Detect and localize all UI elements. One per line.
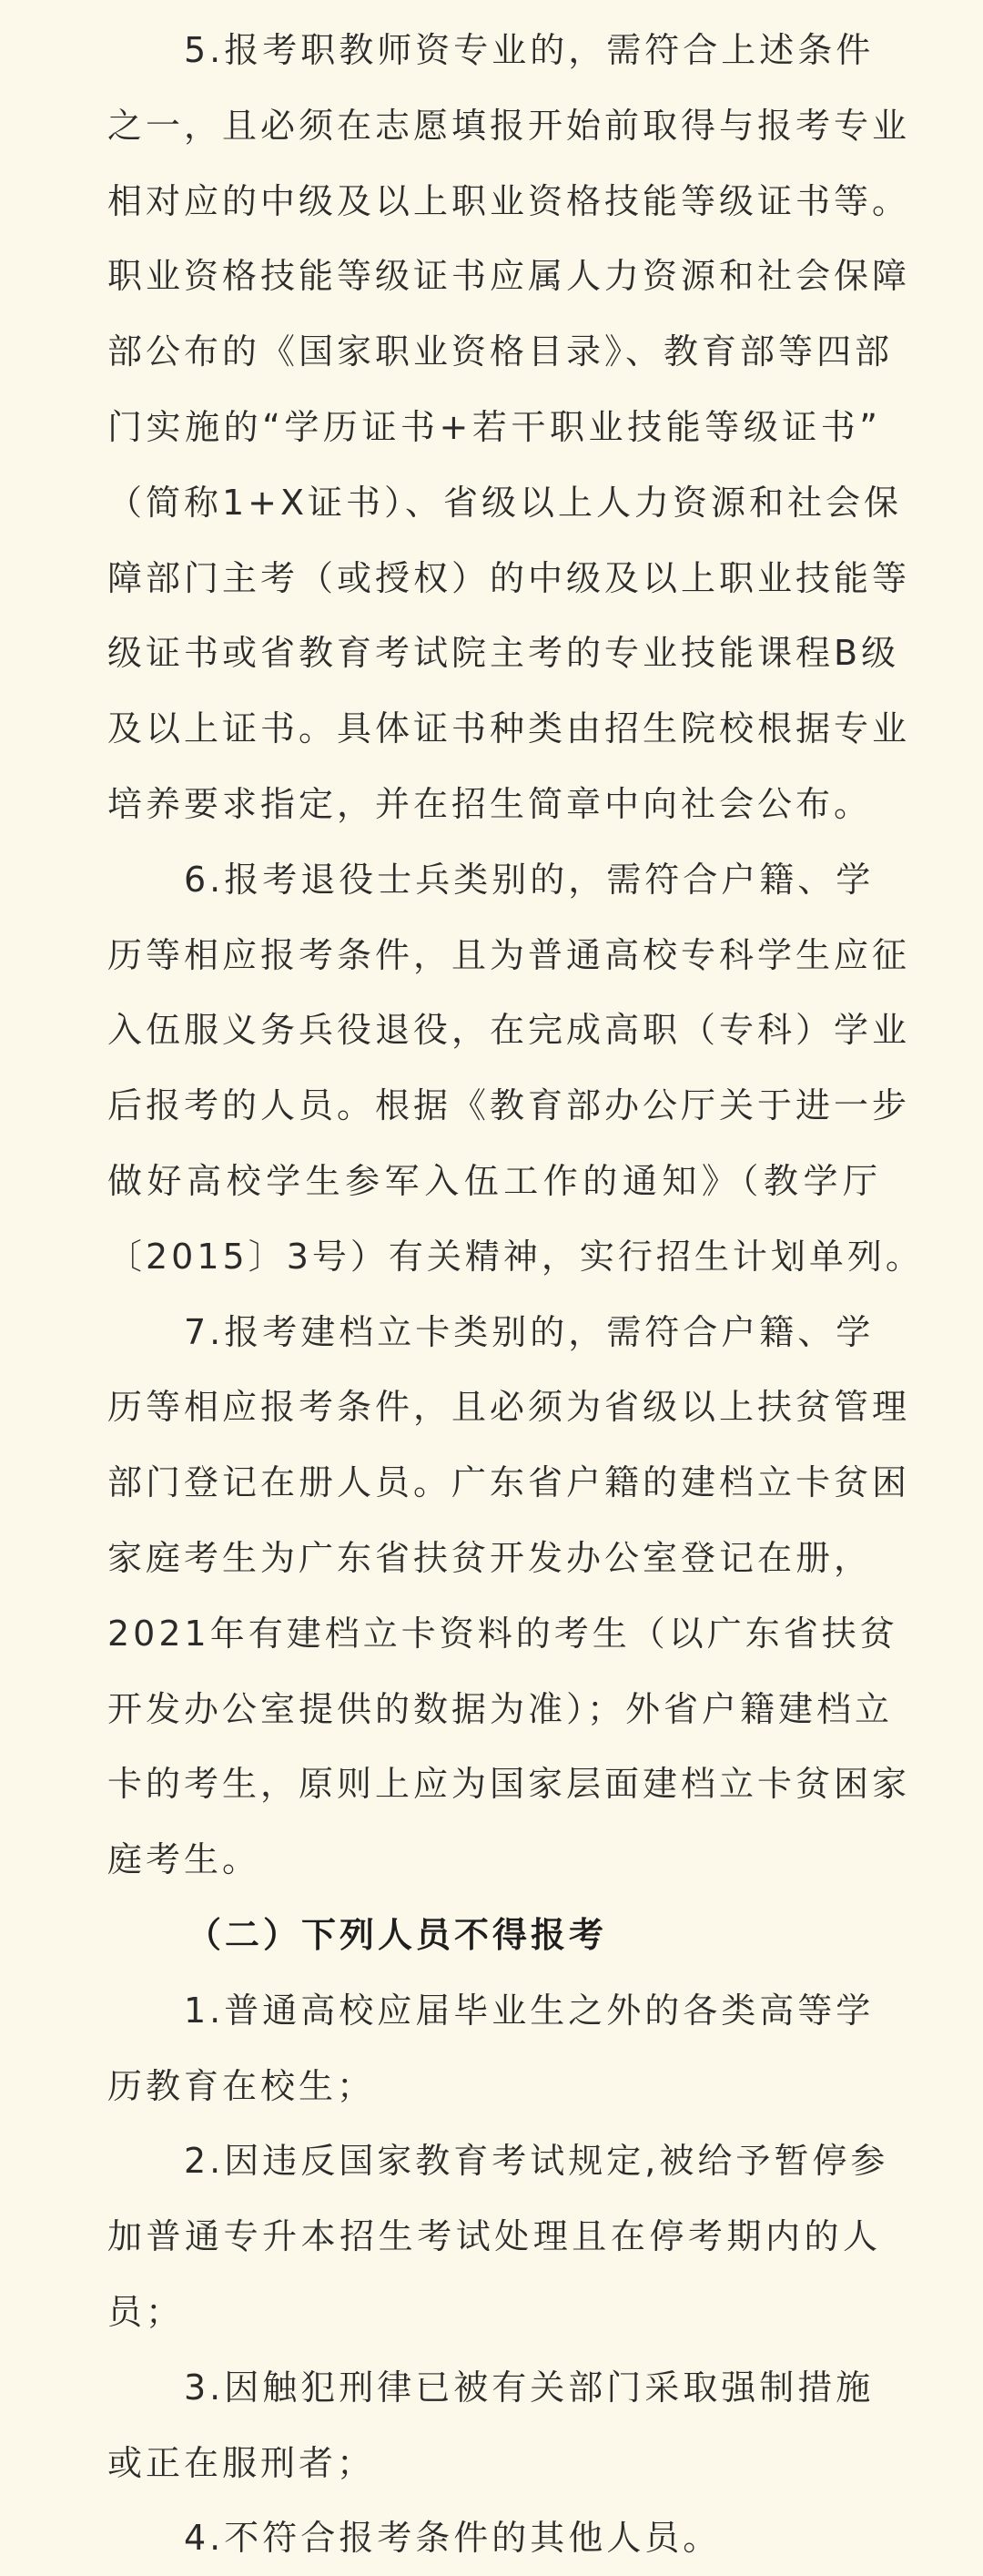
exclusion-item-2-line-1: 2.因违反国家教育考试规定,被给予暂停参 (184, 2141, 889, 2182)
item-7-line-1: 7.报考建档立卡类别的，需符合户籍、学 (184, 1311, 875, 1352)
item-7-line-4: 家庭考生为广东省扶贫开发办公室登记在册， (107, 1537, 873, 1578)
exclusion-item-3-line-2: 或正在服刑者； (107, 2442, 376, 2483)
item-6-line-1: 6.报考退役士兵类别的，需符合户籍、学 (184, 859, 875, 900)
item-6-line-2: 历等相应报考条件，且为普通高校专科学生应征 (107, 934, 911, 975)
item-7-line-2: 历等相应报考条件，且必须为省级以上扶贫管理 (107, 1387, 911, 1428)
item-5-line-5: 部公布的《国家职业资格目录》、教育部等四部 (107, 331, 894, 372)
item-5-line-11: 培养要求指定，并在招生简章中向社会公布。 (107, 783, 873, 824)
exclusion-item-2-line-2: 加普通专升本招生考试处理且在停考期内的人 (107, 2216, 881, 2257)
item-7-line-5: 2021年有建档立卡资料的考生（以广东省扶贫 (107, 1613, 898, 1654)
item-5-line-7: （简称1+X证书）、省级以上人力资源和社会保 (107, 482, 903, 523)
item-5-paragraph (0, 13, 983, 842)
item-5-line-6: 门实施的“学历证书+若干职业技能等级证书” (107, 406, 881, 447)
item-5-line-4: 职业资格技能等级证书应属人力资源和社会保障 (107, 256, 911, 297)
exclusion-item-4-line-1: 4.不符合报考条件的其他人员。 (184, 2518, 722, 2559)
exclusion-item-4 (107, 2500, 881, 2576)
exclusion-item-1-line-2: 历教育在校生； (107, 2065, 376, 2106)
exclusion-item-1 (107, 1973, 881, 2124)
item-5-line-2: 之一，且必须在志愿填报开始前取得与报考专业 (107, 105, 911, 146)
item-5-line-9: 级证书或省教育考试院主考的专业技能课程B级 (107, 633, 900, 674)
item-5-line-3: 相对应的中级及以上职业资格技能等级证书等。 (107, 180, 911, 221)
item-5-line-10: 及以上证书。具体证书种类由招生院校根据专业 (107, 708, 911, 749)
exclusion-item-2 (107, 2123, 889, 2349)
item-6-line-6: 〔2015〕3号）有关精神，实行招生计划单列。 (107, 1236, 924, 1277)
item-6-line-5: 做好高校学生参军入伍工作的通知》（教学厅 (107, 1160, 881, 1201)
exclusion-item-3-line-1: 3.因触犯刑律已被有关部门采取强制措施 (184, 2367, 875, 2408)
item-7-line-7: 卡的考生，原则上应为国家层面建档立卡贫困家 (107, 1764, 911, 1805)
item-5-line-1: 5.报考职教师资专业的，需符合上述条件 (184, 30, 875, 70)
item-7-line-6: 开发办公室提供的数据为准）；外省户籍建档立 (107, 1688, 894, 1729)
item-7-line-8: 庭考生。 (107, 1839, 261, 1880)
exclusion-item-1-line-1: 1.普通高校应届毕业生之外的各类高等学 (184, 1990, 875, 2031)
exclusion-list (0, 1973, 983, 2576)
item-6-line-4: 后报考的人员。根据《教育部办公厅关于进一步 (107, 1085, 911, 1126)
item-5-line-8: 障部门主考（或授权）的中级及以上职业技能等 (107, 557, 911, 598)
exclusion-item-3 (107, 2350, 881, 2501)
exclusion-item-2-line-3: 员； (107, 2291, 185, 2332)
item-7-paragraph (0, 1295, 983, 1898)
item-6-paragraph (0, 842, 983, 1295)
item-6-line-3: 入伍服义务兵役退役，在完成高职（专科）学业 (107, 1010, 911, 1051)
section-2-heading: （二）下列人员不得报考 (187, 1914, 608, 1955)
item-7-line-3: 部门登记在册人员。广东省户籍的建档立卡贫困 (107, 1462, 911, 1503)
